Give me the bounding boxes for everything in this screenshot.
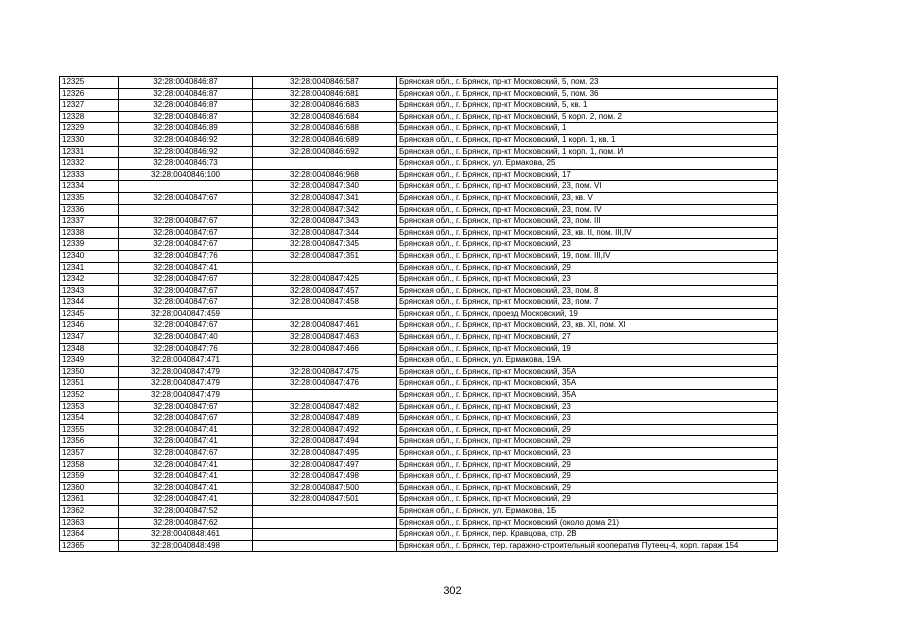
row-number-cell: 12349 bbox=[60, 355, 119, 367]
address-cell: Брянская обл., г. Брянск, пр-кт Московский, 29 bbox=[397, 262, 778, 274]
cadastral-number-cell: 32:28:0040847:67 bbox=[119, 413, 253, 425]
address-cell: Брянская обл., г. Брянск, пр-кт Московский, 17 bbox=[397, 169, 778, 181]
cadastral-number-cell: 32:28:0040847:41 bbox=[119, 262, 253, 274]
cadastral-number-cell: 32:28:0040847:479 bbox=[119, 366, 253, 378]
address-cell: Брянская обл., г. Брянск, тер. гаражно-строительный кооператив Путеец-4, корп. гараж 154 bbox=[397, 540, 778, 552]
table-body bbox=[60, 77, 778, 552]
cadastral-number-cell: 32:28:0040847:40 bbox=[119, 332, 253, 344]
object-number-cell: 32:28:0040847:343 bbox=[253, 216, 397, 228]
address-cell: Брянская обл., г. Брянск, пр-кт Московский, 5, пом. 36 bbox=[397, 88, 778, 100]
row-number-cell: 12331 bbox=[60, 146, 119, 158]
table-row bbox=[60, 517, 778, 529]
cadastral-number-cell: 32:28:0040847:67 bbox=[119, 320, 253, 332]
cadastral-number-cell: 32:28:0040847:67 bbox=[119, 192, 253, 204]
cadastral-number-cell: 32:28:0040847:41 bbox=[119, 494, 253, 506]
row-number-cell: 12346 bbox=[60, 320, 119, 332]
row-number-cell: 12363 bbox=[60, 517, 119, 529]
object-number-cell: 32:28:0040847:458 bbox=[253, 297, 397, 309]
table-row bbox=[60, 401, 778, 413]
address-cell: Брянская обл., г. Брянск, пр-кт Московский, 23 bbox=[397, 239, 778, 251]
address-cell: Брянская обл., г. Брянск, пр-кт Московский, 23, кв. V bbox=[397, 192, 778, 204]
table-row bbox=[60, 169, 778, 181]
address-cell: Брянская обл., г. Брянск, пр-кт Московский, 23, кв. XI, пом. XI bbox=[397, 320, 778, 332]
table-row bbox=[60, 297, 778, 309]
table-row bbox=[60, 285, 778, 297]
row-number-cell: 12357 bbox=[60, 448, 119, 460]
cadastral-number-cell bbox=[119, 181, 253, 193]
address-cell: Брянская обл., г. Брянск, пр-кт Московский, 23 bbox=[397, 448, 778, 460]
object-number-cell: 32:28:0040847:482 bbox=[253, 401, 397, 413]
row-number-cell: 12335 bbox=[60, 192, 119, 204]
address-cell: Брянская обл., г. Брянск, пр-кт Московский, 35А bbox=[397, 390, 778, 402]
object-number-cell: 32:28:0040847:461 bbox=[253, 320, 397, 332]
row-number-cell: 12353 bbox=[60, 401, 119, 413]
cadastral-number-cell: 32:28:0040846:73 bbox=[119, 158, 253, 170]
table-row bbox=[60, 459, 778, 471]
row-number-cell: 12344 bbox=[60, 297, 119, 309]
row-number-cell: 12328 bbox=[60, 111, 119, 123]
table-row bbox=[60, 494, 778, 506]
object-number-cell: 32:28:0040847:500 bbox=[253, 482, 397, 494]
object-number-cell: 32:28:0040847:345 bbox=[253, 239, 397, 251]
cadastral-number-cell: 32:28:0040846:87 bbox=[119, 100, 253, 112]
address-cell: Брянская обл., г. Брянск, ул. Ермакова, 19А bbox=[397, 355, 778, 367]
cadastral-number-cell: 32:28:0040847:76 bbox=[119, 343, 253, 355]
address-cell: Брянская обл., г. Брянск, пр-кт Московский, 5, пом. 23 bbox=[397, 77, 778, 89]
address-cell: Брянская обл., г. Брянск, пр-кт Московский, 29 bbox=[397, 482, 778, 494]
row-number-cell: 12355 bbox=[60, 424, 119, 436]
row-number-cell: 12332 bbox=[60, 158, 119, 170]
object-number-cell: 32:28:0040846:692 bbox=[253, 146, 397, 158]
table-row bbox=[60, 239, 778, 251]
object-number-cell: 32:28:0040847:495 bbox=[253, 448, 397, 460]
cadastral-number-cell: 32:28:0040847:67 bbox=[119, 239, 253, 251]
cadastral-number-cell: 32:28:0040847:67 bbox=[119, 274, 253, 286]
table-row bbox=[60, 308, 778, 320]
object-number-cell: 32:28:0040846:681 bbox=[253, 88, 397, 100]
object-number-cell: 32:28:0040847:492 bbox=[253, 424, 397, 436]
address-cell: Брянская обл., г. Брянск, пр-кт Московский, 29 bbox=[397, 471, 778, 483]
table-row bbox=[60, 111, 778, 123]
row-number-cell: 12364 bbox=[60, 529, 119, 541]
cadastral-number-cell: 32:28:0040846:87 bbox=[119, 111, 253, 123]
cadastral-number-cell: 32:28:0040846:92 bbox=[119, 146, 253, 158]
object-number-cell: 32:28:0040846:684 bbox=[253, 111, 397, 123]
cadastral-number-cell: 32:28:0040846:87 bbox=[119, 88, 253, 100]
object-number-cell bbox=[253, 517, 397, 529]
address-cell: Брянская обл., г. Брянск, пр-кт Московский, 35А bbox=[397, 366, 778, 378]
address-cell: Брянская обл., г. Брянск, пр-кт Московский, 23 bbox=[397, 274, 778, 286]
row-number-cell: 12358 bbox=[60, 459, 119, 471]
table-row bbox=[60, 88, 778, 100]
object-number-cell: 32:28:0040846:587 bbox=[253, 77, 397, 89]
row-number-cell: 12345 bbox=[60, 308, 119, 320]
address-cell: Брянская обл., г. Брянск, пр-кт Московский, 23 bbox=[397, 401, 778, 413]
object-number-cell: 32:28:0040847:501 bbox=[253, 494, 397, 506]
object-number-cell: 32:28:0040847:341 bbox=[253, 192, 397, 204]
table-row bbox=[60, 123, 778, 135]
object-number-cell: 32:28:0040847:498 bbox=[253, 471, 397, 483]
address-cell: Брянская обл., г. Брянск, пр-кт Московский, 19 bbox=[397, 343, 778, 355]
page-number: 302 bbox=[443, 585, 462, 597]
object-number-cell: 32:28:0040846:688 bbox=[253, 123, 397, 135]
table-row bbox=[60, 158, 778, 170]
row-number-cell: 12333 bbox=[60, 169, 119, 181]
cadastral-number-cell: 32:28:0040847:41 bbox=[119, 471, 253, 483]
cadastral-number-cell: 32:28:0040846:87 bbox=[119, 77, 253, 89]
table-row bbox=[60, 529, 778, 541]
address-cell: Брянская обл., г. Брянск, пр-кт Московский, 5, кв. 1 bbox=[397, 100, 778, 112]
address-cell: Брянская обл., г. Брянск, пр-кт Московский, 23 bbox=[397, 413, 778, 425]
row-number-cell: 12347 bbox=[60, 332, 119, 344]
address-cell: Брянская обл., г. Брянск, пр-кт Московский, 23, пом. 7 bbox=[397, 297, 778, 309]
row-number-cell: 12336 bbox=[60, 204, 119, 216]
row-number-cell: 12341 bbox=[60, 262, 119, 274]
table-row bbox=[60, 482, 778, 494]
object-number-cell bbox=[253, 529, 397, 541]
row-number-cell: 12330 bbox=[60, 134, 119, 146]
table-row bbox=[60, 77, 778, 89]
object-number-cell: 32:28:0040846:683 bbox=[253, 100, 397, 112]
table-row bbox=[60, 134, 778, 146]
cadastral-number-cell: 32:28:0040846:92 bbox=[119, 134, 253, 146]
object-number-cell: 32:28:0040847:497 bbox=[253, 459, 397, 471]
object-number-cell bbox=[253, 540, 397, 552]
row-number-cell: 12350 bbox=[60, 366, 119, 378]
cadastral-number-cell: 32:28:0040848:461 bbox=[119, 529, 253, 541]
cadastral-number-cell: 32:28:0040847:41 bbox=[119, 459, 253, 471]
address-cell: Брянская обл., г. Брянск, пр-кт Московский, 23, пом. VI bbox=[397, 181, 778, 193]
object-number-cell: 32:28:0040847:466 bbox=[253, 343, 397, 355]
object-number-cell: 32:28:0040847:475 bbox=[253, 366, 397, 378]
address-cell: Брянская обл., г. Брянск, пр-кт Московский, 23, пом. 8 bbox=[397, 285, 778, 297]
cadastral-number-cell: 32:28:0040847:67 bbox=[119, 227, 253, 239]
object-number-cell: 32:28:0040847:342 bbox=[253, 204, 397, 216]
table-row bbox=[60, 436, 778, 448]
cadastral-number-cell: 32:28:0040847:41 bbox=[119, 436, 253, 448]
address-cell: Брянская обл., г. Брянск, пр-кт Московский, 23, пом. III bbox=[397, 216, 778, 228]
address-cell: Брянская обл., г. Брянск, пр-кт Московский, 19, пом. III,IV bbox=[397, 250, 778, 262]
object-number-cell: 32:28:0040847:457 bbox=[253, 285, 397, 297]
table-row bbox=[60, 540, 778, 552]
row-number-cell: 12365 bbox=[60, 540, 119, 552]
address-cell: Брянская обл., г. Брянск, пр-кт Московский (около дома 21) bbox=[397, 517, 778, 529]
table-row bbox=[60, 181, 778, 193]
cadastral-table bbox=[59, 76, 778, 552]
cadastral-number-cell: 32:28:0040847:67 bbox=[119, 448, 253, 460]
cadastral-number-cell: 32:28:0040847:67 bbox=[119, 285, 253, 297]
cadastral-number-cell: 32:28:0040846:89 bbox=[119, 123, 253, 135]
row-number-cell: 12348 bbox=[60, 343, 119, 355]
cadastral-number-cell bbox=[119, 204, 253, 216]
table-row bbox=[60, 332, 778, 344]
address-cell: Брянская обл., г. Брянск, ул. Ермакова, 25 bbox=[397, 158, 778, 170]
address-cell: Брянская обл., г. Брянск, пр-кт Московский, 23, кв. II, пом. III,IV bbox=[397, 227, 778, 239]
table-row bbox=[60, 448, 778, 460]
object-number-cell: 32:28:0040846:689 bbox=[253, 134, 397, 146]
row-number-cell: 12334 bbox=[60, 181, 119, 193]
cadastral-number-cell: 32:28:0040847:471 bbox=[119, 355, 253, 367]
address-cell: Брянская обл., г. Брянск, пр-кт Московский, 1 корп. 1, пом. И bbox=[397, 146, 778, 158]
object-number-cell: 32:28:0040846:968 bbox=[253, 169, 397, 181]
row-number-cell: 12327 bbox=[60, 100, 119, 112]
object-number-cell bbox=[253, 262, 397, 274]
object-number-cell bbox=[253, 158, 397, 170]
table-row bbox=[60, 505, 778, 517]
cadastral-number-cell: 32:28:0040847:67 bbox=[119, 216, 253, 228]
object-number-cell: 32:28:0040847:425 bbox=[253, 274, 397, 286]
address-cell: Брянская обл., г. Брянск, проезд Московский, 19 bbox=[397, 308, 778, 320]
table-row bbox=[60, 216, 778, 228]
row-number-cell: 12329 bbox=[60, 123, 119, 135]
address-cell: Брянская обл., г. Брянск, пр-кт Московский, 5 корп. 2, пом. 2 bbox=[397, 111, 778, 123]
row-number-cell: 12339 bbox=[60, 239, 119, 251]
table-row bbox=[60, 227, 778, 239]
cadastral-number-cell: 32:28:0040847:52 bbox=[119, 505, 253, 517]
table-row bbox=[60, 100, 778, 112]
address-cell: Брянская обл., г. Брянск, пр-кт Московский, 29 bbox=[397, 459, 778, 471]
row-number-cell: 12352 bbox=[60, 390, 119, 402]
object-number-cell bbox=[253, 308, 397, 320]
table-row bbox=[60, 262, 778, 274]
row-number-cell: 12343 bbox=[60, 285, 119, 297]
row-number-cell: 12325 bbox=[60, 77, 119, 89]
row-number-cell: 12354 bbox=[60, 413, 119, 425]
row-number-cell: 12337 bbox=[60, 216, 119, 228]
row-number-cell: 12342 bbox=[60, 274, 119, 286]
cadastral-number-cell: 32:28:0040847:479 bbox=[119, 390, 253, 402]
address-cell: Брянская обл., г. Брянск, ул. Ермакова, 1Б bbox=[397, 505, 778, 517]
table-row bbox=[60, 204, 778, 216]
cadastral-number-cell: 32:28:0040847:67 bbox=[119, 297, 253, 309]
row-number-cell: 12351 bbox=[60, 378, 119, 390]
address-cell: Брянская обл., г. Брянск, пер. Кравцова, стр. 2В bbox=[397, 529, 778, 541]
cadastral-table-container bbox=[59, 76, 778, 552]
table-row bbox=[60, 250, 778, 262]
cadastral-number-cell: 32:28:0040847:67 bbox=[119, 401, 253, 413]
object-number-cell: 32:28:0040847:340 bbox=[253, 181, 397, 193]
table-row bbox=[60, 424, 778, 436]
row-number-cell: 12340 bbox=[60, 250, 119, 262]
table-row bbox=[60, 192, 778, 204]
address-cell: Брянская обл., г. Брянск, пр-кт Московский, 29 bbox=[397, 436, 778, 448]
row-number-cell: 12361 bbox=[60, 494, 119, 506]
address-cell: Брянская обл., г. Брянск, пр-кт Московский, 23, пом. IV bbox=[397, 204, 778, 216]
address-cell: Брянская обл., г. Брянск, пр-кт Московский, 1 корп. 1, кв. 1 bbox=[397, 134, 778, 146]
address-cell: Брянская обл., г. Брянск, пр-кт Московский, 1 bbox=[397, 123, 778, 135]
address-cell: Брянская обл., г. Брянск, пр-кт Московский, 27 bbox=[397, 332, 778, 344]
row-number-cell: 12326 bbox=[60, 88, 119, 100]
table-row bbox=[60, 146, 778, 158]
table-row bbox=[60, 390, 778, 402]
object-number-cell bbox=[253, 355, 397, 367]
address-cell: Брянская обл., г. Брянск, пр-кт Московский, 29 bbox=[397, 424, 778, 436]
row-number-cell: 12360 bbox=[60, 482, 119, 494]
table-row bbox=[60, 320, 778, 332]
row-number-cell: 12362 bbox=[60, 505, 119, 517]
object-number-cell: 32:28:0040847:494 bbox=[253, 436, 397, 448]
cadastral-number-cell: 32:28:0040848:498 bbox=[119, 540, 253, 552]
object-number-cell bbox=[253, 505, 397, 517]
table-row bbox=[60, 366, 778, 378]
table-row bbox=[60, 343, 778, 355]
row-number-cell: 12356 bbox=[60, 436, 119, 448]
cadastral-number-cell: 32:28:0040847:62 bbox=[119, 517, 253, 529]
object-number-cell bbox=[253, 390, 397, 402]
cadastral-number-cell: 32:28:0040847:41 bbox=[119, 424, 253, 436]
cadastral-number-cell: 32:28:0040846:100 bbox=[119, 169, 253, 181]
address-cell: Брянская обл., г. Брянск, пр-кт Московский, 29 bbox=[397, 494, 778, 506]
row-number-cell: 12359 bbox=[60, 471, 119, 483]
table-row bbox=[60, 355, 778, 367]
object-number-cell: 32:28:0040847:344 bbox=[253, 227, 397, 239]
row-number-cell: 12338 bbox=[60, 227, 119, 239]
table-row bbox=[60, 413, 778, 425]
address-cell: Брянская обл., г. Брянск, пр-кт Московский, 35А bbox=[397, 378, 778, 390]
cadastral-number-cell: 32:28:0040847:479 bbox=[119, 378, 253, 390]
table-row bbox=[60, 274, 778, 286]
table-row bbox=[60, 378, 778, 390]
table-row bbox=[60, 471, 778, 483]
object-number-cell: 32:28:0040847:351 bbox=[253, 250, 397, 262]
cadastral-number-cell: 32:28:0040847:76 bbox=[119, 250, 253, 262]
cadastral-number-cell: 32:28:0040847:41 bbox=[119, 482, 253, 494]
object-number-cell: 32:28:0040847:463 bbox=[253, 332, 397, 344]
cadastral-number-cell: 32:28:0040847:459 bbox=[119, 308, 253, 320]
object-number-cell: 32:28:0040847:476 bbox=[253, 378, 397, 390]
object-number-cell: 32:28:0040847:489 bbox=[253, 413, 397, 425]
